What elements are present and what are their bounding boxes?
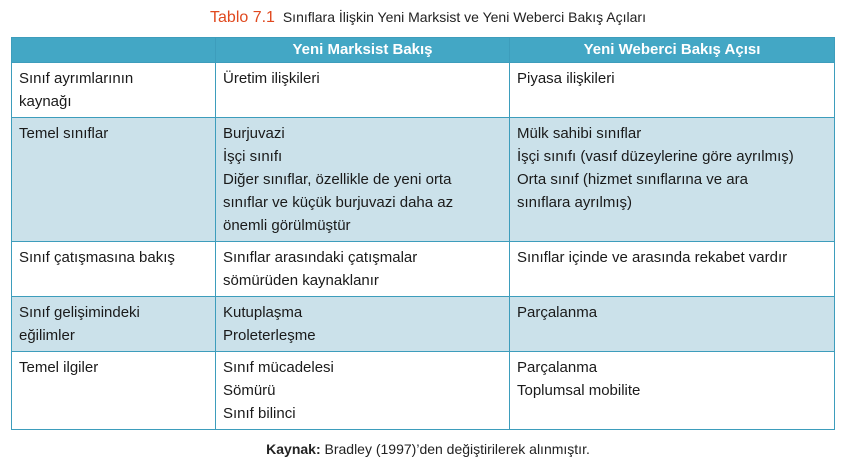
cell-text-line: sınıflar ve küçük burjuvazi daha az (223, 194, 454, 211)
cell-text-line: Sınıflar içinde ve arasında rekabet vardır (517, 249, 788, 266)
cell-text-line: Burjuvazi (223, 125, 285, 142)
cell-topic (12, 242, 216, 297)
cell-topic (12, 352, 216, 430)
cell-topic (12, 63, 216, 118)
table-body (12, 63, 835, 430)
cell-weberian (510, 63, 835, 118)
table-title: Sınıflara İlişkin Yeni Marksist ve Yeni Weberci Bakış Açıları (282, 9, 646, 25)
cell-text-line: Temel ilgiler (19, 359, 99, 376)
cell-marxist (216, 118, 510, 242)
cell-text-line: Diğer sınıflar, özellikle de yeni orta (223, 171, 452, 188)
cell-topic (12, 297, 216, 352)
cell-text-line: Kutuplaşma (223, 304, 303, 321)
cell-weberian (510, 242, 835, 297)
cell-text-line: Parçalanma (517, 304, 598, 321)
cell-marxist (216, 297, 510, 352)
table-number: Tablo 7.1 (210, 9, 275, 26)
cell-weberian (510, 297, 835, 352)
cell-text-line: Sınıf mücadelesi (223, 359, 334, 376)
header-cell-topic (12, 38, 216, 63)
source-text: Bradley (1997)’den değiştirilerek alınmıştır. (324, 441, 590, 457)
header-row (12, 38, 835, 63)
table-row (12, 352, 835, 430)
cell-marxist (216, 352, 510, 430)
cell-text-line: Toplumsal mobilite (517, 382, 641, 399)
cell-text-line: eğilimler (19, 327, 75, 344)
table-row (12, 297, 835, 352)
cell-text-line: Orta sınıf (hizmet sınıflarına ve ara (517, 171, 748, 188)
cell-text-line: Sömürü (223, 382, 276, 399)
cell-text-line: Sınıf ayrımlarının (19, 70, 134, 87)
cell-text-line: İşçi sınıfı (vasıf düzeylerine göre ayrılmış) (517, 148, 794, 165)
table-row (12, 63, 835, 118)
cell-text-line: Parçalanma (517, 359, 598, 376)
table-caption (0, 8, 856, 27)
cell-text-line: sınıflara ayrılmış) (517, 194, 633, 211)
cell-text-line: Mülk sahibi sınıflar (517, 125, 642, 142)
cell-marxist (216, 63, 510, 118)
cell-text-line: İşçi sınıfı (223, 148, 283, 165)
cell-text-line: Sınıf bilinci (223, 405, 296, 422)
cell-text-line: kaynağı (19, 93, 72, 110)
cell-text-line: Sınıf gelişimindeki (19, 304, 140, 321)
cell-marxist (216, 242, 510, 297)
header-cell-marxist: Yeni Marksist Bakış (216, 38, 510, 63)
cell-text-line: sömürüden kaynaklanır (223, 272, 379, 289)
cell-weberian (510, 118, 835, 242)
source-note (0, 440, 856, 458)
source-label: Kaynak: (266, 441, 321, 457)
cell-text-line: Üretim ilişkileri (223, 70, 320, 87)
table-row (12, 118, 835, 242)
cell-weberian (510, 352, 835, 430)
cell-text-line: Sınıflar arasındaki çatışmalar (223, 249, 418, 266)
cell-topic (12, 118, 216, 242)
header-cell-weberian: Yeni Weberci Bakış Açısı (510, 38, 835, 63)
table-row (12, 242, 835, 297)
cell-text-line: önemli görülmüştür (223, 217, 351, 234)
cell-text-line: Sınıf çatışmasına bakış (19, 249, 175, 266)
comparison-table (11, 37, 835, 430)
cell-text-line: Proleterleşme (223, 327, 316, 344)
cell-text-line: Piyasa ilişkileri (517, 70, 615, 87)
cell-text-line: Temel sınıflar (19, 125, 109, 142)
